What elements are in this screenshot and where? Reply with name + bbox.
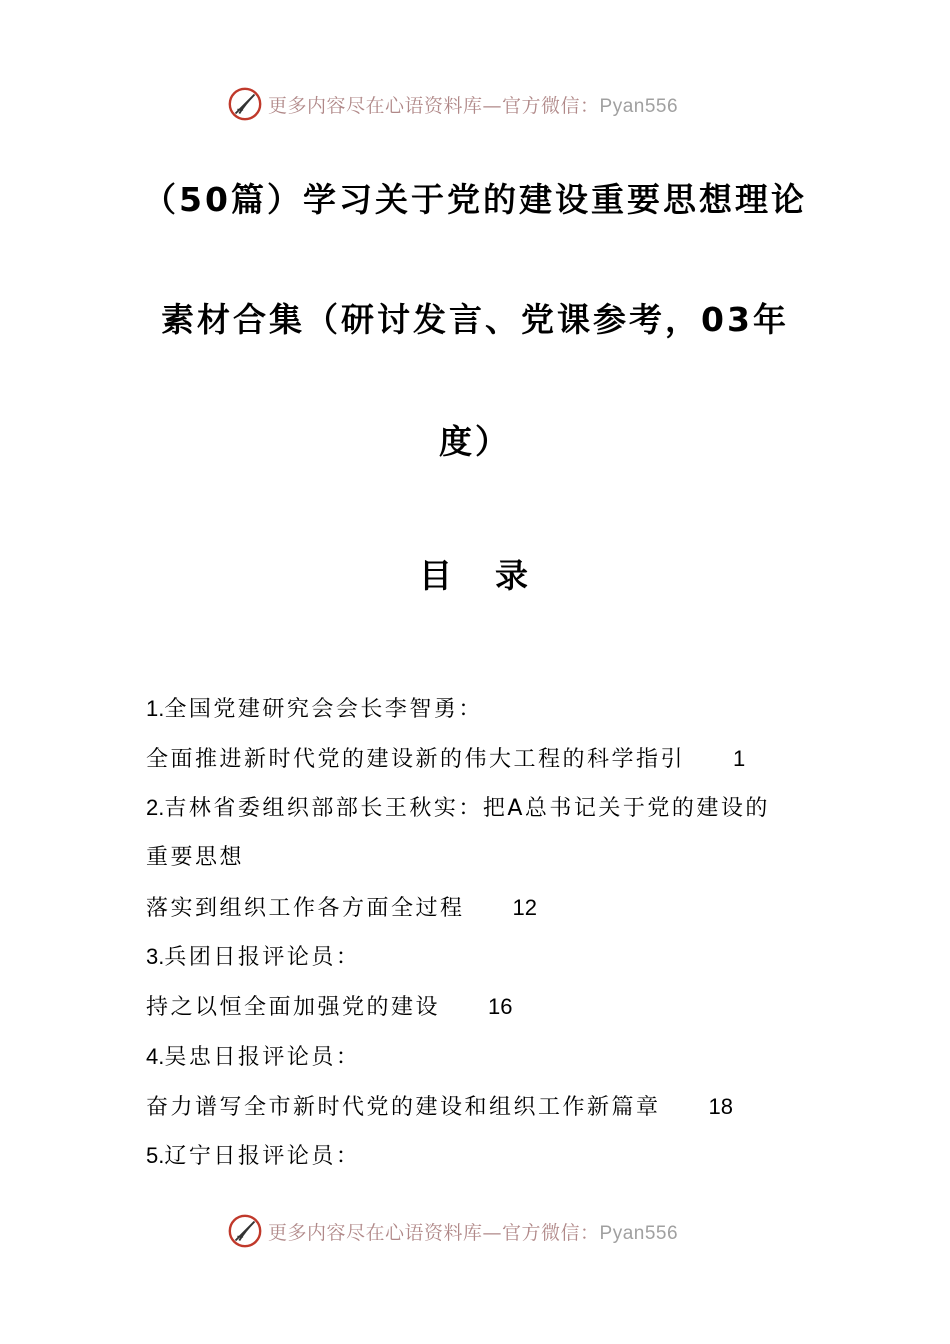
toc-entry-2-author: 2.吉林省委组织部部长王秋实：把A总书记关于党的建设的 [146, 795, 770, 822]
page-number: 18 [708, 1093, 733, 1119]
header-banner [226, 84, 678, 124]
toc-heading: 目 录 [419, 556, 531, 595]
toc-entry-3-title[interactable]: 持之以恒全面加强党的建设 16 [146, 994, 513, 1021]
toc-entry-2-author-cont: 重要思想 [146, 845, 245, 871]
page-number: 1 [733, 745, 746, 771]
toc-entry-4-author: 4.吴忠日报评论员： [146, 1043, 361, 1070]
toc-entry-5-author: 5.辽宁日报评论员： [146, 1143, 361, 1170]
toc-entry-2-title[interactable]: 落实到组织工作各方面全过程 12 [146, 894, 537, 921]
page-number: 16 [488, 994, 513, 1020]
toc-entry-1-title[interactable]: 全面推进新时代党的建设新的伟大工程的科学指引 1 [146, 745, 746, 772]
wechat-id: Pyan556 [599, 95, 679, 117]
banner-text: 更多内容尽在心语资料库—官方微信：Pyan556 [268, 94, 679, 117]
quill-logo-icon [226, 85, 264, 123]
banner-text: 更多内容尽在心语资料库—官方微信：Pyan556 [268, 1221, 679, 1244]
wechat-id: Pyan556 [599, 1222, 679, 1244]
doc-title-line-3: 度） [439, 422, 511, 461]
page-number: 12 [512, 894, 537, 920]
toc-entry-4-title[interactable]: 奋力谱写全市新时代党的建设和组织工作新篇章 18 [146, 1093, 733, 1120]
doc-title-line-2: 素材合集（研讨发言、党课参考，03年 [161, 300, 789, 339]
quill-logo-icon [226, 1212, 264, 1250]
footer-banner [226, 1211, 678, 1251]
toc-entry-1-author: 1.全国党建研究会会长李智勇： [146, 696, 483, 722]
doc-title-line-1: （50篇）学习关于党的建设重要思想理论 [143, 180, 807, 219]
table-of-contents [146, 684, 836, 1181]
toc-entry-3-author: 3.兵团日报评论员： [146, 944, 361, 971]
